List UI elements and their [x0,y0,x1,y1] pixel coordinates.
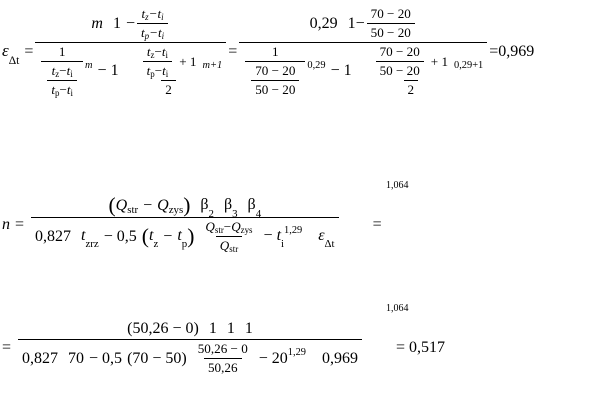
eq3-num-paren: (50,26 − 0) [127,320,199,337]
eq2-den-close-paren: ) [187,223,195,248]
eq1-sym-num-inner-fraction [137,6,168,41]
eq1-num-den-right-inner-den: 50 − 20 [376,61,424,79]
eq2-trailing-equals: = [372,216,382,234]
eq2-lhs-symbol: n [2,216,10,234]
eq3-den-epsilon-value: 0,969 [321,349,358,367]
eq3-den-inner-fraction [194,341,252,376]
eq3-den-minus-half: − 0,5 [89,349,123,367]
eq2-num-close-paren: ) [183,193,191,218]
eq1-symbolic-fraction [35,6,226,98]
eq1-num-den-right-inner-fraction [376,44,424,79]
eq1-sym-den-left-fraction [41,44,83,98]
eq1-num-den-left-exponent: 0,29 [307,59,326,71]
eq1-sym-den-left-num: 1 [58,44,66,59]
eq1-num-den-left-inner-den: 50 − 20 [251,80,299,98]
eq2-den-inner-fraction [201,219,256,254]
equation-n-symbolic [2,193,382,255]
eq2-den-minus: − [163,227,173,245]
eq1-sym-den-left-exponent: m [85,59,93,71]
eq1-num-den-left-inner-fraction [251,63,299,98]
equation-epsilon-delta-t [2,6,534,98]
eq1-sym-den-left-minus-one: − 1 [97,62,119,79]
eq2-num-qstr: Q [115,197,128,215]
eq2-den-minus-ti: − $t_i$ [263,226,285,251]
eq3-outer-exponent: 1,064 [386,303,409,314]
eq2-den-coef: 0,827 [35,227,72,245]
eq1-sym-num-inner-den: t p − t i [137,23,168,41]
eq1-equals-1: = [24,43,34,60]
eq2-beta4: $\beta_4$ [247,196,262,220]
eq2-main-fraction [31,193,339,255]
eq2-beta3: $\beta_3$ [223,196,238,220]
eq1-equals-2: = [228,43,238,60]
eq1-num-one: 1 [347,14,356,32]
eq2-den-inner-den: Q str [216,236,242,254]
eq1-sym-den-right-den: 2 [161,80,176,98]
eq2-beta2: $\beta_2$ [200,196,214,220]
eq3-main-fraction [18,320,362,376]
eq1-sym-den-left-den [41,61,83,98]
eq3-den-exponent: 1,29 [287,347,306,359]
eq1-num-den-right-fraction [370,44,452,98]
eq3-den-t: 70 [68,349,85,367]
eq1-num-inner-num: 70 − 20 [370,6,411,21]
eq1-numeric-numerator [306,6,421,42]
eq2-den-tp: $t_p$ [177,226,188,251]
eq1-num-inner-fraction [367,6,415,41]
eq3-denominator [18,339,362,376]
eq3-den-paren: (70 − 50) [127,349,187,367]
eq3-den-coef: 0,827 [22,349,59,367]
eq1-sym-den-right-inner-num: t z − t i [146,44,168,60]
eq1-symbolic-denominator [35,42,226,98]
eq1-sym-den-right-inner-den: t p − t i [143,61,173,79]
eq1-sym-m: m [91,14,103,32]
eq2-den-tz: $t_z$ [149,226,159,251]
eq1-result: 0,969 [498,43,535,60]
eq2-den-open-paren: ( [141,223,149,248]
equation-n-numeric [2,320,445,376]
eq1-num-den-left-fraction [245,44,305,98]
eq2-equals: = [15,216,25,234]
eq2-den-tzrz: $t_{zrz}$ [81,226,99,251]
eq3-numerator [123,320,257,339]
eq1-sym-den-right-num [137,44,201,80]
eq2-num-minus: − [143,197,153,215]
eq1-lhs [2,40,20,67]
eq1-num-den-left-den [245,61,305,98]
eq1-num-den-right-num [370,44,452,80]
eq2-num-open-paren: ( [108,193,116,218]
eq3-den-minus-ti: − 20 [258,349,288,367]
eq1-num-den-right-inner-num: 70 − 20 [379,44,420,59]
eq1-num-den-right-exponent: 0,29+1 [454,59,484,71]
eq1-num-den-right-plus-one: + 1 [430,53,449,69]
eq1-sym-den-right-inner-fraction [143,44,173,79]
eq3-beta2: 1 [208,320,217,337]
eq3-den-inner-num: 50,26 − 0 [197,341,248,356]
eq1-lhs-subscript: Δt [8,53,20,67]
eq1-lhs-symbol: ε [2,40,9,60]
eq2-den-inner-num: Q str − Q zys [205,219,253,236]
eq1-sym-minus: − [125,14,136,32]
eq1-num-den-left-num: 1 [272,44,279,59]
eq1-num-den-left-minus-one: − 1 [330,62,352,79]
eq3-beta4: 1 [244,320,253,337]
eq1-symbolic-numerator [87,6,174,42]
eq2-denominator [31,217,339,254]
eq2-den-exponent: 1,29 [284,225,303,237]
eq1-sym-den-left-inner-num: t z − t i [51,63,73,79]
eq3-lead-equals: = [2,339,12,356]
eq1-num-den-left-inner-num: 70 − 20 [255,63,296,78]
eq1-num-coef: 0,29 [309,14,338,32]
eq2-num-qzys: Q [157,197,169,215]
eq3-den-inner-den: 50,26 [204,358,242,376]
eq3-result: = 0,517 [395,339,445,356]
eq2-den-epsilon: $\varepsilon_{\Delta t}$ [318,226,335,251]
eq1-equals-3: = [489,43,499,60]
eq1-sym-den-right-plus-one: + 1 [179,53,197,69]
eq1-num-den-right-den: 2 [404,80,419,98]
eq3-beta3: 1 [226,320,235,337]
eq1-sym-den-right-exponent: m+1 [202,59,223,71]
eq1-numeric-denominator [239,42,487,98]
eq1-num-inner-den: 50 − 20 [367,23,415,41]
eq2-den-minus-half: − 0,5 [103,227,137,245]
eq1-sym-one: 1 [112,14,121,32]
eq2-numerator: ( Q str − Q zys ) $\beta_2$ $\beta_3$ $\beta_4$ [108,193,262,220]
eq1-sym-den-right-fraction [137,44,201,98]
eq2-outer-exponent: 1,064 [386,180,409,191]
eq1-numeric-fraction [239,6,487,98]
eq1-sym-den-left-inner-den: t p − t i [47,80,77,98]
eq1-sym-den-left-inner-fraction [47,63,77,98]
eq1-num-minus: − [355,14,365,32]
eq1-sym-num-inner-num: t z − t i [141,6,164,22]
